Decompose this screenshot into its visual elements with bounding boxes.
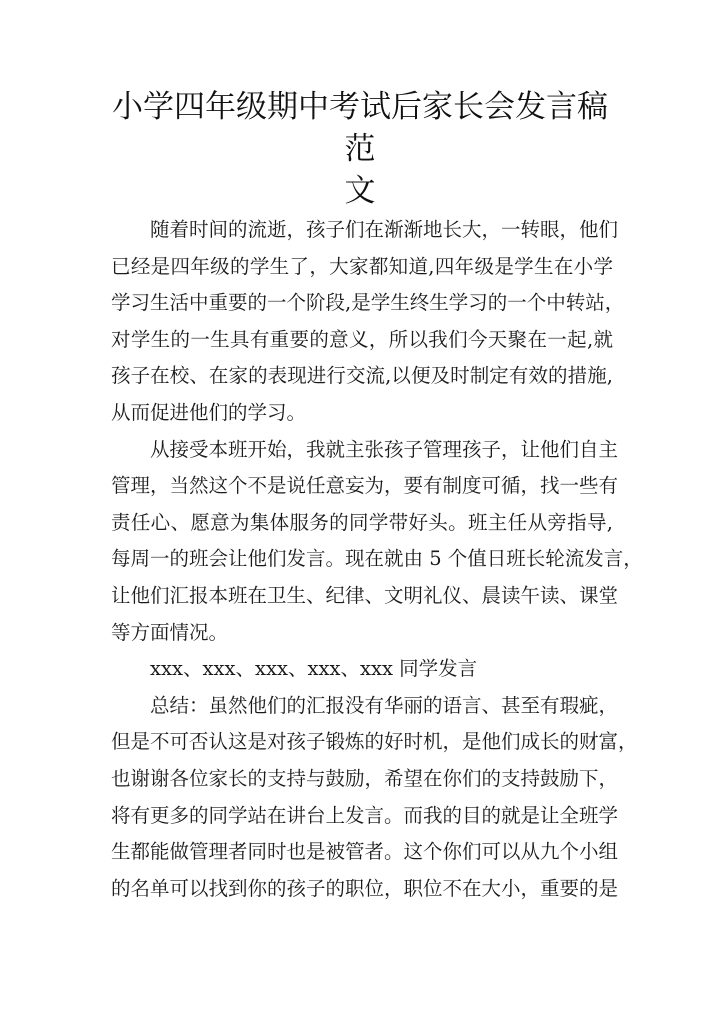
text-line: 从接受本班开始，我就主张孩子管理孩子，让他们自主 <box>150 437 619 461</box>
document-body <box>111 212 643 907</box>
text-line: 学习生活中重要的一个阶段,是学生终生学习的一个中转站， <box>111 291 625 315</box>
text-line: 孩子在校、在家的表现进行交流,以便及时制定有效的措施, <box>111 364 613 388</box>
paragraph-student-speeches <box>111 651 613 688</box>
text-line: 让他们汇报本班在卫生、纪律、文明礼仪、晨读午读、课堂 <box>111 583 619 607</box>
text-line: 的名单可以找到你的孩子的职位，职位不在大小，重要的是 <box>111 876 619 900</box>
text-line: 已经是四年级的学生了，大家都知道,四年级是学生在小学 <box>111 254 613 278</box>
text-line: 对学生的一生具有重要的意义，所以我们今天聚在一起,就 <box>111 327 613 351</box>
text-line: 随着时间的流逝，孩子们在渐渐地长大，一转眼，他们 <box>150 218 619 241</box>
text-line: 但是不可否认这是对孩子锻炼的好时机，是他们成长的财富， <box>111 730 638 754</box>
paragraph-class-management <box>111 432 643 652</box>
paragraph-summary <box>111 688 638 908</box>
paragraph-intro <box>111 212 625 432</box>
text-line: 每周一的班会让他们发言。现在就由 5 个值日班长轮流发言， <box>111 547 643 571</box>
text-line: 也谢谢各位家长的支持与鼓励，希望在你们的支持鼓励下， <box>111 766 619 790</box>
text-line: 从而促进他们的学习。 <box>111 400 307 424</box>
text-line: 总结：虽然他们的汇报没有华丽的语言、甚至有瑕疵， <box>150 693 619 717</box>
text-line: xxx、xxx、xxx、xxx、xxx 同学发言 <box>150 657 478 681</box>
text-line: 责任心、愿意为集体服务的同学带好头。班主任从旁指导, <box>111 510 613 534</box>
text-line: 等方面情况。 <box>111 620 229 644</box>
title-line-2: 文 <box>344 173 376 209</box>
title-line-1: 小学四年级期中考试后家长会发言稿范 <box>112 89 608 167</box>
text-line: 管理，当然这个不是说任意妄为，要有制度可循，找一些有 <box>111 474 619 498</box>
text-line: 将有更多的同学站在讲台上发言。而我的目的就是让全班学 <box>111 803 619 827</box>
document-title <box>100 86 620 212</box>
text-line: 生都能做管理者同时也是被管者。这个你们可以从九个小组 <box>111 840 619 864</box>
